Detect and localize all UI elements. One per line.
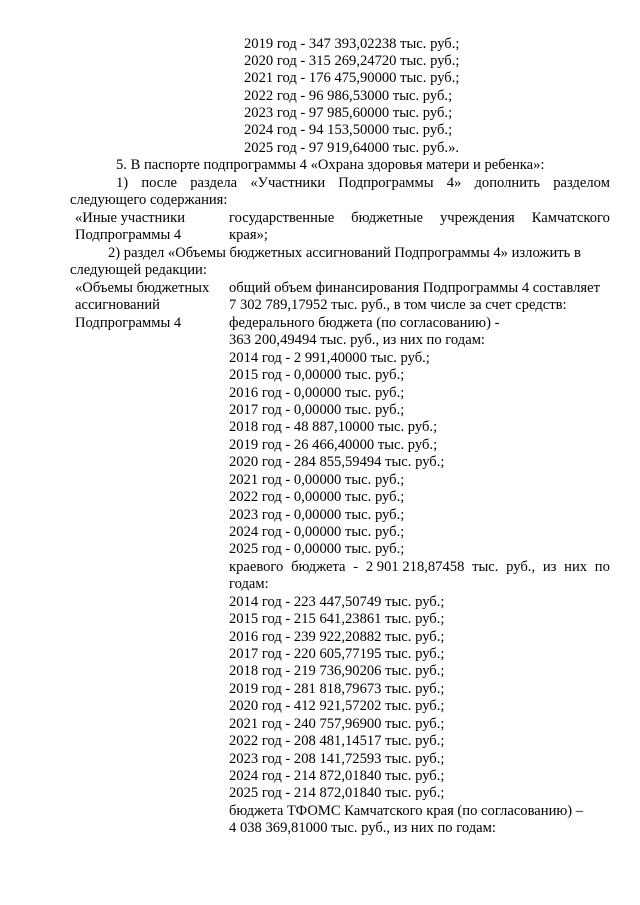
budget-label: Подпрограммы 4 [75,315,182,331]
item-2-line-2: следующей редакции: [70,262,207,278]
federal-year-line: 2014 год - 2 991,40000 тыс. руб.; [229,350,430,366]
regional-year-line: 2016 год - 239 922,20882 тыс. руб.; [229,629,445,645]
item-1-line-2: следующего содержания: [70,192,228,208]
top-year-line: 2021 год - 176 475,90000 тыс. руб.; [244,70,460,86]
participants-label: «Иные участники [75,210,186,226]
top-year-line: 2023 год - 97 985,60000 тыс. руб.; [244,105,453,121]
federal-year-line: 2021 год - 0,00000 тыс. руб.; [229,472,405,488]
federal-year-line: 2016 год - 0,00000 тыс. руб.; [229,385,405,401]
participants-value: государственные бюджетные учреждения Камчатского [229,210,610,226]
regional-year-line: 2020 год - 412 921,57202 тыс. руб.; [229,698,445,714]
regional-year-line: 2019 год - 281 818,79673 тыс. руб.; [229,681,445,697]
federal-year-line: 2015 год - 0,00000 тыс. руб.; [229,367,405,383]
federal-year-line: 2018 год - 48 887,10000 тыс. руб.; [229,419,438,435]
federal-year-line: 2022 год - 0,00000 тыс. руб.; [229,489,405,505]
federal-year-line: 2025 год - 0,00000 тыс. руб.; [229,541,405,557]
top-year-line: 2025 год - 97 919,64000 тыс. руб.». [244,140,460,156]
regional-year-line: 2022 год - 208 481,14517 тыс. руб.; [229,733,445,749]
budget-total: общий объем финансирования Подпрограммы 4 составляет [229,280,600,296]
federal-year-line: 2017 год - 0,00000 тыс. руб.; [229,402,405,418]
regional-year-line: 2017 год - 220 605,77195 тыс. руб.; [229,646,445,662]
budget-label: ассигнований [75,297,160,313]
participants-value: края»; [229,227,268,243]
federal-budget-heading: федерального бюджета (по согласованию) - [229,315,500,331]
participants-label: Подпрограммы 4 [75,227,182,243]
federal-year-line: 2024 год - 0,00000 тыс. руб.; [229,524,405,540]
top-year-line: 2024 год - 94 153,50000 тыс. руб.; [244,122,453,138]
regional-year-line: 2021 год - 240 757,96900 тыс. руб.; [229,716,445,732]
top-year-line: 2020 год - 315 269,24720 тыс. руб.; [244,53,460,69]
federal-year-line: 2019 год - 26 466,40000 тыс. руб.; [229,437,438,453]
regional-year-line: 2024 год - 214 872,01840 тыс. руб.; [229,768,445,784]
item-5-heading: 5. В паспорте подпрограммы 4 «Охрана здоровья матери и ребенка»: [116,157,545,173]
item-2-line-1: 2) раздел «Объемы бюджетных ассигнований Подпрограммы 4» изложить в [108,245,581,261]
regional-year-line: 2018 год - 219 736,90206 тыс. руб.; [229,663,445,679]
budget-label: «Объемы бюджетных [75,280,210,296]
top-year-line: 2019 год - 347 393,02238 тыс. руб.; [244,36,460,52]
top-year-line: 2022 год - 96 986,53000 тыс. руб.; [244,88,453,104]
federal-year-line: 2023 год - 0,00000 тыс. руб.; [229,507,405,523]
regional-year-line: 2014 год - 223 447,50749 тыс. руб.; [229,594,445,610]
item-1-line-1: 1) после раздела «Участники Подпрограммы 4» дополнить разделом [116,175,610,191]
tfoms-budget-heading: 4 038 369,81000 тыс. руб., из них по годам: [229,820,496,836]
federal-budget-heading: 363 200,49494 тыс. руб., из них по годам: [229,332,485,348]
federal-year-line: 2020 год - 284 855,59494 тыс. руб.; [229,454,445,470]
tfoms-budget-heading: бюджета ТФОМС Камчатского края (по согласованию) – [229,803,584,819]
regional-budget-heading: годам: [229,576,269,592]
budget-total: 7 302 789,17952 тыс. руб., в том числе за счет средств: [229,297,567,313]
regional-year-line: 2015 год - 215 641,23861 тыс. руб.; [229,611,445,627]
regional-budget-heading: краевого бюджета - 2 901 218,87458 тыс. руб., из них по [229,559,610,575]
regional-year-line: 2023 год - 208 141,72593 тыс. руб.; [229,751,445,767]
regional-year-line: 2025 год - 214 872,01840 тыс. руб.; [229,785,445,801]
